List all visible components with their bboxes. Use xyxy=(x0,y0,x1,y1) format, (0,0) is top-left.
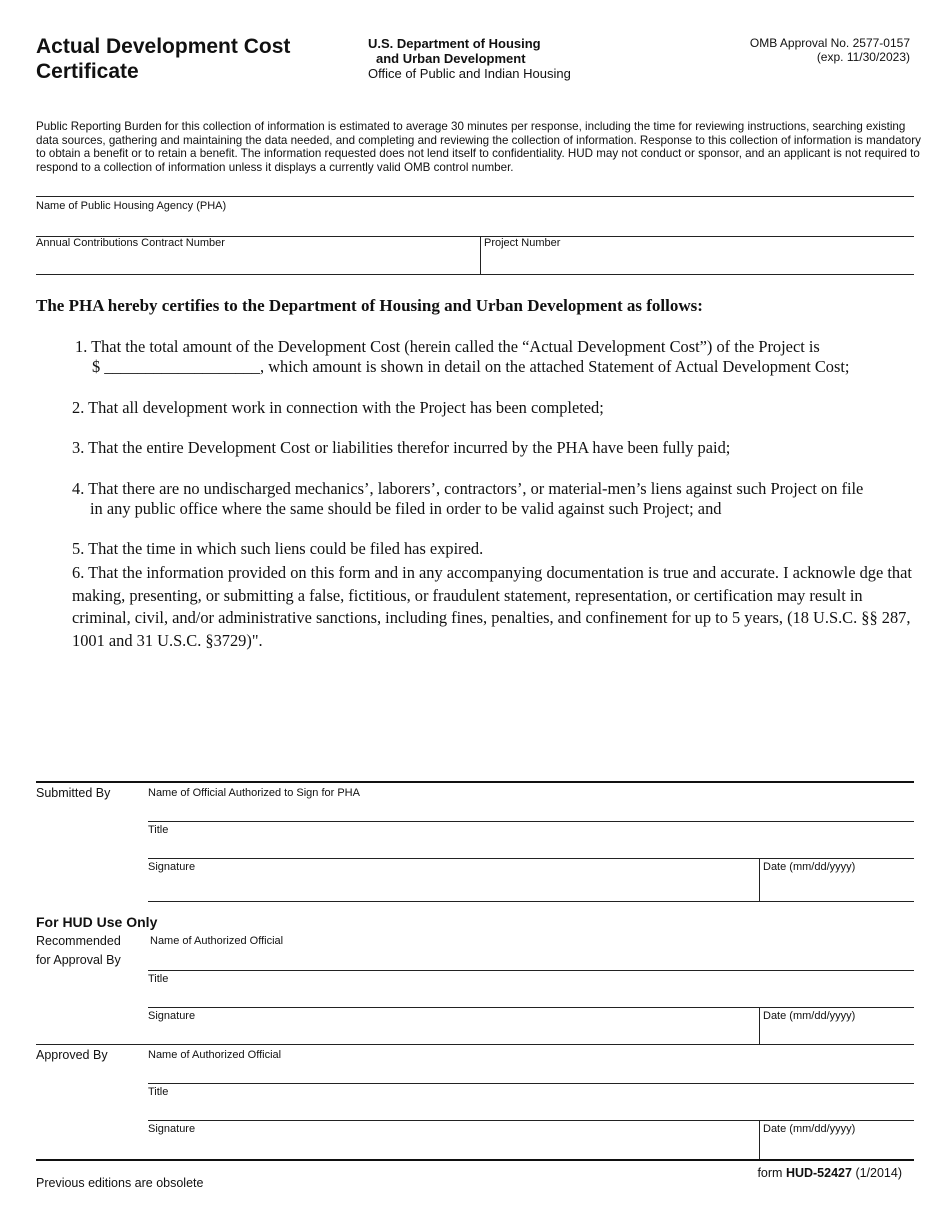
approved-name-label: Name of Authorized Official xyxy=(148,1049,282,1061)
form-number-code: HUD-52427 xyxy=(785,1166,852,1180)
agency-block xyxy=(368,36,571,81)
agency-line3: Office of Public and Indian Housing xyxy=(368,66,571,81)
approved-date-field[interactable] xyxy=(763,1137,913,1157)
recommended-name-field[interactable] xyxy=(148,950,912,968)
divider xyxy=(759,1007,760,1044)
submitted-by-label: Submitted By xyxy=(36,786,111,800)
cert-item-2: 2. That all development work in connection with the Project has been completed; xyxy=(72,398,604,417)
submitted-signature-label: Signature xyxy=(148,861,196,873)
cert-item-1-line2: $ ___________________, which amount is shown in detail on the attached Statement of Actual Development Cost; xyxy=(92,357,850,376)
cert-item-5: 5. That the time in which such liens could be filed has expired. xyxy=(72,539,484,558)
form-title-line2: Certificate xyxy=(36,60,139,83)
section-divider xyxy=(36,1044,914,1045)
divider xyxy=(36,274,914,275)
agency-line2: and Urban Development xyxy=(376,51,526,66)
approved-title-field[interactable] xyxy=(148,1100,912,1118)
form-prefix: form xyxy=(757,1166,783,1180)
approved-by-label: Approved By xyxy=(36,1048,108,1062)
recommended-title-label: Title xyxy=(148,973,169,985)
omb-expiration: (exp. 11/30/2023) xyxy=(816,50,910,64)
divider xyxy=(148,1120,914,1121)
approved-signature-label: Signature xyxy=(148,1123,196,1135)
approved-date-label: Date (mm/dd/yyyy) xyxy=(763,1123,856,1135)
recommended-name-label: Name of Authorized Official xyxy=(150,935,284,947)
omb-approval xyxy=(750,36,910,64)
divider xyxy=(148,970,914,971)
divider xyxy=(148,858,914,859)
submitted-name-label: Name of Official Authorized to Sign for PHA xyxy=(148,787,360,799)
approved-signature-field[interactable] xyxy=(148,1137,756,1157)
recommended-signature-label: Signature xyxy=(148,1010,196,1022)
omb-number: OMB Approval No. 2577-0157 xyxy=(749,36,910,50)
approved-name-field[interactable] xyxy=(148,1063,912,1081)
burden-statement: Public Reporting Burden for this collection of information is estimated to average 30 minutes per response, including the time for reviewing instructions, searching existing data sources, gathering and maintaining the data needed, and completing and reviewing the collection of information. Response to this collection of information is mandatory to obtain a benefit or to retain a benefit. The information requested does not lend itself to confidentiality. HUD may not conduct or sponsor, and an applicant is not required to respond to a collection of information unless it displays a currently valid OMB control number. xyxy=(36,120,921,174)
submitted-date-field[interactable] xyxy=(763,875,913,899)
form-number xyxy=(757,1166,902,1180)
cert-item-6: 6. That the information provided on this form and in any accompanying documentation is true and accurate. I acknowle dge that making, presenting, or submitting a false, fictitious, or fraudulent statement, representation, or certification may result in criminal, civil, and/or administrative sanctions, including fines, penalties, and confinement for up to 5 years, (18 U.S.C. §§ 287, 1001 and 31 U.S.C. §3729)". xyxy=(72,563,912,650)
cert-item-1-line1: 1. That the total amount of the Development Cost (herein called the “Actual Development Cost”) of the Project is xyxy=(75,337,820,356)
submitted-title-field[interactable] xyxy=(148,838,912,856)
project-number-label: Project Number xyxy=(484,237,561,249)
hud-use-heading: For HUD Use Only xyxy=(36,914,158,930)
certification-heading: The PHA hereby certifies to the Department of Housing and Urban Development as follows: xyxy=(36,296,703,315)
divider xyxy=(148,1083,914,1084)
footer-obsolete-note: Previous editions are obsolete xyxy=(36,1176,204,1190)
agency-line1: U.S. Department of Housing xyxy=(368,36,541,51)
recommended-signature-field[interactable] xyxy=(148,1024,756,1042)
form-date: (1/2014) xyxy=(855,1166,902,1180)
submitted-signature-field[interactable] xyxy=(148,875,756,899)
section-divider xyxy=(36,781,914,783)
acc-number-field[interactable] xyxy=(36,251,476,271)
recommended-date-field[interactable] xyxy=(763,1024,913,1042)
submitted-title-label: Title xyxy=(148,824,169,836)
divider xyxy=(759,858,760,901)
pha-name-field[interactable] xyxy=(36,214,914,234)
project-number-field[interactable] xyxy=(484,251,912,271)
divider xyxy=(148,901,914,902)
cert-item-4-line2: in any public office where the same should be filed in order to be valid against such Project; and xyxy=(90,499,722,518)
pha-name-label: Name of Public Housing Agency (PHA) xyxy=(36,200,227,212)
cert-item-3: 3. That the entire Development Cost or liabilities therefor incurred by the PHA have been fully paid; xyxy=(72,438,731,457)
submitted-date-label: Date (mm/dd/yyyy) xyxy=(763,861,856,873)
form-title-line1: Actual Development Cost xyxy=(36,35,291,58)
acc-number-label: Annual Contributions Contract Number xyxy=(36,237,225,249)
recommended-label xyxy=(36,932,121,970)
divider xyxy=(36,196,914,197)
cert-item-4-line1: 4. That there are no undischarged mechanics’, laborers’, contractors’, or material-men’s liens against such Project on file xyxy=(72,479,864,498)
recommended-date-label: Date (mm/dd/yyyy) xyxy=(763,1010,856,1022)
section-divider xyxy=(36,1159,914,1161)
recommended-line1: Recommended xyxy=(36,934,121,948)
recommended-line2: for Approval By xyxy=(36,953,121,967)
form-title xyxy=(36,34,336,84)
divider xyxy=(480,236,481,274)
recommended-title-field[interactable] xyxy=(148,987,912,1005)
submitted-name-field[interactable] xyxy=(148,801,912,819)
approved-title-label: Title xyxy=(148,1086,169,1098)
divider xyxy=(148,821,914,822)
divider xyxy=(148,1007,914,1008)
divider xyxy=(759,1120,760,1160)
